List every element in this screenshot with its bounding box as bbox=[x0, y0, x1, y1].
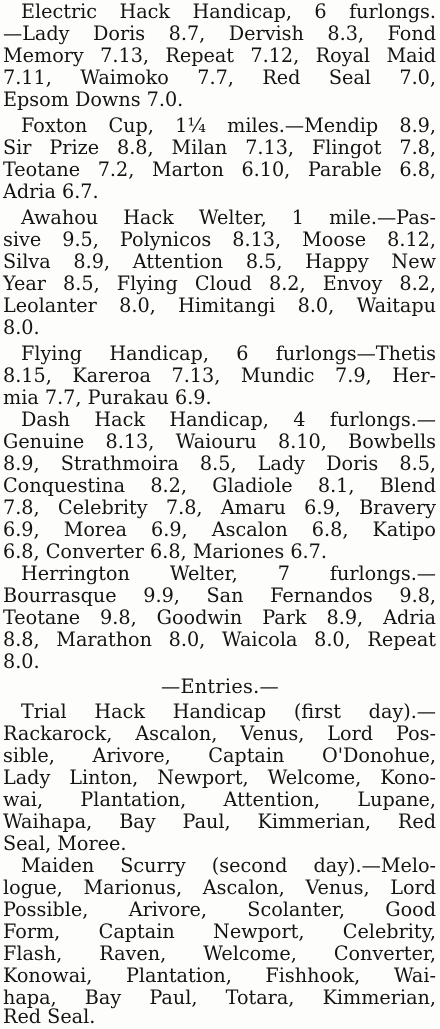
text-line: 7.8, Celebrity 7.8, Amaru 6.9, Bravery bbox=[3, 496, 436, 519]
text-line: Sir Prize 8.8, Milan 7.13, Flingot 7.8, bbox=[3, 136, 436, 159]
text-line: Form, Captain Newport, Celebrity, bbox=[3, 920, 436, 943]
text-line: Adria 6.7. bbox=[3, 180, 99, 203]
text-line: Electric Hack Handicap, 6 furlongs. bbox=[21, 0, 436, 23]
text-line: Rackarock, Ascalon, Venus, Lord Pos- bbox=[3, 722, 436, 745]
text-line: sible, Arivore, Captain O'Donohue, bbox=[3, 744, 436, 767]
section-heading-entries: —Entries.— bbox=[160, 675, 280, 698]
text-line: Seal, Moree. bbox=[3, 832, 127, 855]
text-line: Trial Hack Handicap (first day).— bbox=[21, 700, 436, 723]
text-line: Flash, Raven, Welcome, Converter, bbox=[3, 942, 436, 965]
text-line: 8.8, Marathon 8.0, Waicola 8.0, Repeat bbox=[3, 628, 436, 651]
text-line: 8.0. bbox=[3, 650, 40, 673]
text-line: Awahou Hack Welter, 1 mile.—Pas- bbox=[21, 206, 436, 229]
text-line: mia 7.7, Purakau 6.9. bbox=[3, 386, 212, 409]
text-line: 8.9, Strathmoira 8.5, Lady Doris 8.5, bbox=[3, 452, 436, 475]
text-line: Bourrasque 9.9, San Fernandos 9.8, bbox=[3, 584, 436, 607]
text-line: Red Seal. bbox=[3, 1005, 96, 1028]
text-line: Year 8.5, Flying Cloud 8.2, Envoy 8.2, bbox=[3, 272, 436, 295]
text-line: 8.15, Kareroa 7.13, Mundic 7.9, Her- bbox=[3, 364, 436, 387]
text-line: Lady Linton, Newport, Welcome, Kono- bbox=[3, 766, 436, 789]
text-line: Herrington Welter, 7 furlongs.— bbox=[21, 562, 436, 585]
text-line: Conquestina 8.2, Gladiole 8.1, Blend bbox=[3, 474, 436, 497]
text-line: Possible, Arivore, Scolanter, Good bbox=[3, 898, 436, 921]
text-line: Teotane 7.2, Marton 6.10, Parable 6.8, bbox=[3, 158, 436, 181]
text-line: logue, Marionus, Ascalon, Venus, Lord bbox=[3, 876, 436, 899]
text-line: 7.11, Waimoko 7.7, Red Seal 7.0, bbox=[3, 66, 436, 89]
text-line: Genuine 8.13, Waiouru 8.10, Bowbells bbox=[3, 430, 436, 453]
text-line: 8.0. bbox=[3, 316, 40, 339]
text-line: hapa, Bay Paul, Totara, Kimmerian, bbox=[3, 986, 436, 1009]
text-line: 6.9, Morea 6.9, Ascalon 6.8, Katipo bbox=[3, 518, 436, 541]
text-line: Epsom Downs 7.0. bbox=[3, 88, 184, 111]
text-line: Foxton Cup, 1¼ miles.—Mendip 8.9, bbox=[21, 114, 436, 137]
text-line: 6.8, Converter 6.8, Mariones 6.7. bbox=[3, 540, 327, 563]
text-line: Konowai, Plantation, Fishhook, Wai- bbox=[3, 964, 436, 987]
text-line: Leolanter 8.0, Himitangi 8.0, Waitapu bbox=[3, 294, 436, 317]
text-line: Maiden Scurry (second day).—Melo- bbox=[21, 854, 436, 877]
text-line: Dash Hack Handicap, 4 furlongs.— bbox=[21, 408, 436, 431]
text-line: Silva 8.9, Attention 8.5, Happy New bbox=[3, 250, 436, 273]
text-line: Waihapa, Bay Paul, Kimmerian, Red bbox=[3, 810, 436, 833]
text-line: sive 9.5, Polynicos 8.13, Moose 8.12, bbox=[3, 228, 436, 251]
text-line: Teotane 9.8, Goodwin Park 8.9, Adria bbox=[3, 606, 436, 629]
text-line: —Lady Doris 8.7, Dervish 8.3, Fond bbox=[3, 22, 436, 45]
text-line: Memory 7.13, Repeat 7.12, Royal Maid bbox=[3, 44, 436, 67]
text-line: Flying Handicap, 6 furlongs—Thetis bbox=[21, 342, 436, 365]
text-line: wai, Plantation, Attention, Lupane, bbox=[3, 788, 436, 811]
